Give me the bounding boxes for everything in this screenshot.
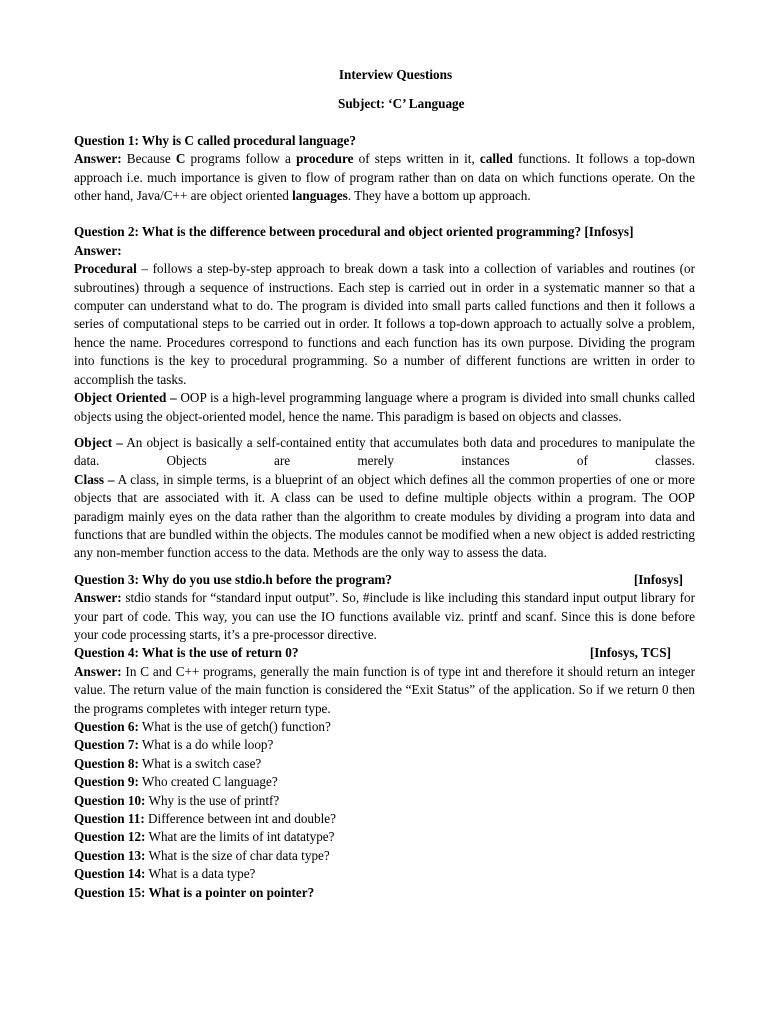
list-item: Question 6: What is the use of getch() function? <box>74 719 331 734</box>
list-item: Question 13: What is the size of char data type? <box>74 847 330 863</box>
subject-heading: Subject: ‘C’ Language <box>338 96 465 112</box>
object-paragraph: Object – An object is basically a self-contained entity that accumulates both data and procedures to manipulate the data. Objects are merely instances of classes. <box>74 434 695 469</box>
document-page <box>74 66 695 902</box>
list-item: Question 15: What is a pointer on pointer? <box>74 884 315 900</box>
page-title: Interview Questions <box>338 67 453 82</box>
list-item: Question 8: What is a switch case? <box>74 755 262 771</box>
question-3-heading: Question 3: Why do you use stdio.h before the program? [Infosys] <box>74 571 695 589</box>
question-2-answer-label: Answer: <box>74 242 122 258</box>
question-1-heading: Question 1: Why is C called procedural language? <box>74 132 356 148</box>
procedural-paragraph: Procedural – follows a step-by-step approach to break down a task into a collection of variables and routines (or subroutines) through a sequence of instructions. Each step is carried out in order in a systematic manner so that a computer can understand what to do. The program is divided into small parts called functions and then it follows a series of computational steps to be carried out in order. It follows a top-down approach to actually solve a problem, hence the name. Procedures correspond to functions and each function has its own purpose. Dividing the program into functions is the key to procedural programming. So a number of different functions are written in order to accomplish the tasks. <box>74 261 695 387</box>
question-2-heading: Question 2: What is the difference between procedural and object oriented programming? [Infosys] <box>74 224 634 240</box>
object-oriented-paragraph: Object Oriented – OOP is a high-level programming language where a program is divided into small chunks called objects using the object-oriented model, hence the name. This paradigm is based on objects and classes. <box>74 390 695 424</box>
list-item: Question 12: What are the limits of int datatype? <box>74 829 335 845</box>
list-item: Question 9: Who created C language? <box>74 774 278 790</box>
question-4-answer: Answer: In C and C++ programs, generally the main function is of type int and therefore it should return an integer value. The return value of the main function is considered the “Exit Status” of the application. So if we return 0 then the programs completes with integer return type. <box>74 663 695 716</box>
company-tag: [Infosys, TCS] <box>589 645 671 661</box>
class-paragraph: Class – A class, in simple terms, is a blueprint of an object which defines all the common properties of one or more objects that are associated with it. A class can be used to define multiple objects within a program. The OOP paradigm mainly eyes on the data rather than the algorithm to create modules by dividing a program into data and functions that are bundled within the objects. The modules cannot be modified when a new object is added restricting any non-member function access to the data. Methods are the only way to assess the data. <box>74 471 695 561</box>
list-item: Question 14: What is a data type? <box>74 866 256 882</box>
list-item: Question 7: What is a do while loop? <box>74 737 274 753</box>
question-1-block <box>74 132 695 206</box>
list-item: Question 10: Why is the use of printf? <box>74 792 280 808</box>
question-3-block <box>74 571 695 645</box>
company-tag: [Infosys] <box>633 571 683 587</box>
question-2-block <box>74 223 695 562</box>
question-4-block <box>74 644 695 718</box>
question-list <box>74 718 695 902</box>
list-item: Question 11: Difference between int and double? <box>74 811 336 827</box>
question-3-answer: Answer: stdio stands for “standard input output”. So, #include is like including this standard input output library for your part of code. This way, you can use the IO functions available viz. printf and scanf. Since this is done before your code processing starts, it’s a pre-processor directive. <box>74 590 695 642</box>
question-1-answer: Answer: Because C programs follow a procedure of steps written in it, called functions. It follows a top-down approach i.e. much importance is given to flow of program rather than on data on which functions operate. On the other hand, Java/C++ are object oriented languages. They have a bottom up approach. <box>74 151 696 204</box>
question-4-heading: Question 4: What is the use of return 0? [Infosys, TCS] <box>74 644 695 662</box>
